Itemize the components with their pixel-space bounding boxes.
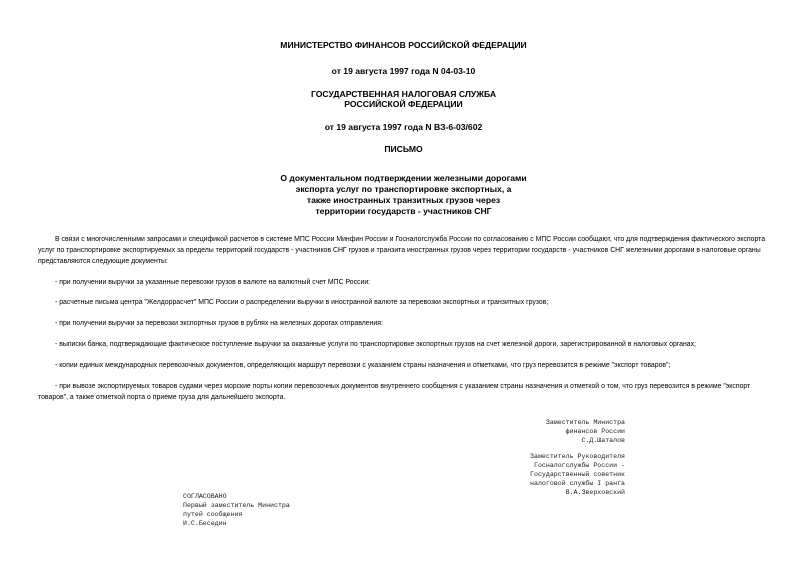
body-item-6: - при вывозе экспортируемых товаров судами через морские порты копии перевозочных документов внутреннего сообщения с указанием страны назначения и отметкой о том, что груз перевозится в режиме "экспорт товаров", а также отметкой порта о приеме груза для дальнейшего экспорта. [38, 383, 751, 401]
subject-line3: также иностранных транзитных грузов через [306, 195, 501, 205]
ministry-date: от 19 августа 1997 года N 04-03-10 [331, 66, 476, 76]
signature-gns-rank1: Государственный советник [530, 471, 625, 478]
signature-minfin-org: финансов России [565, 428, 625, 435]
agreed-org: путей сообщения [183, 511, 243, 518]
subject-line4: территории государств - участников СНГ [315, 206, 492, 216]
tax-service-title-line1: ГОСУДАРСТВЕННАЯ НАЛОГОВАЯ СЛУЖБА [310, 89, 497, 99]
body-item-5: - копии единых международных перевозочных документов, определяющих маршрут перевозки с указанием страны назначения и отметками, что груз перевозится в режиме "экспорт товаров"; [55, 362, 671, 369]
signature-minfin-name: С.Д.Шаталов [581, 437, 625, 444]
signature-gns-name: В.А.Зверховский [565, 489, 625, 496]
body-item-4: - выписки банка, подтверждающие фактическое поступление выручки за оказанные услуги по транспортировке экспортных грузов на счет железной дороги, зарегистрированной в налоговых органах; [55, 341, 696, 348]
body-item-2: - расчетные письма центра "Желдоррасчет" МПС России о распределении выручки в иностранной валюте за перевозки экспортных и транзитных грузов; [55, 299, 549, 306]
signature-minfin-position: Заместитель Министра [545, 419, 625, 426]
signature-gns-org: Госналогслужбы России - [533, 462, 625, 469]
agreed-name: И.С.Беседин [183, 520, 227, 527]
signature-gns-rank2: налоговой службы I ранга [530, 480, 625, 487]
ministry-title: МИНИСТЕРСТВО ФИНАНСОВ РОССИЙСКОЙ ФЕДЕРАЦИИ [280, 40, 527, 50]
signature-gns-position: Заместитель Руководителя [530, 453, 625, 460]
tax-service-date: от 19 августа 1997 года N ВЗ-6-03/602 [324, 122, 483, 132]
document-type: ПИСЬМО [384, 144, 423, 154]
agreed-label: СОГЛАСОВАНО [183, 493, 227, 500]
tax-service-title-line2: РОССИЙСКОЙ ФЕДЕРАЦИИ [344, 99, 463, 109]
intro-paragraph: В связи с многочисленными запросами и спецификой расчетов в системе МПС России Минфин России и Госналогслужба России по согласованию с МПС России сообщают, что для подтверждения фактического экспорта услуг по транспортировке экспортируемых за пределы территорий государств - участников СНГ грузов и транзита иностранных грузов через территории государств - участников СНГ железными дорогами в налоговые органы представляются следующие документы: [38, 236, 766, 265]
body-item-3: - при получении выручки за перевозки экспортных грузов в рублях на железных дорогах отправления: [55, 320, 383, 327]
subject-line2: экспорта услуг по транспортировке экспортных, а [295, 184, 512, 194]
subject-line1: О документальном подтверждении железными дорогами [280, 173, 527, 183]
agreed-position: Первый заместитель Министра [183, 502, 290, 509]
body-item-1: - при получении выручки за указанные перевозки грузов в валюте на валютный счет МПС России: [55, 279, 371, 286]
